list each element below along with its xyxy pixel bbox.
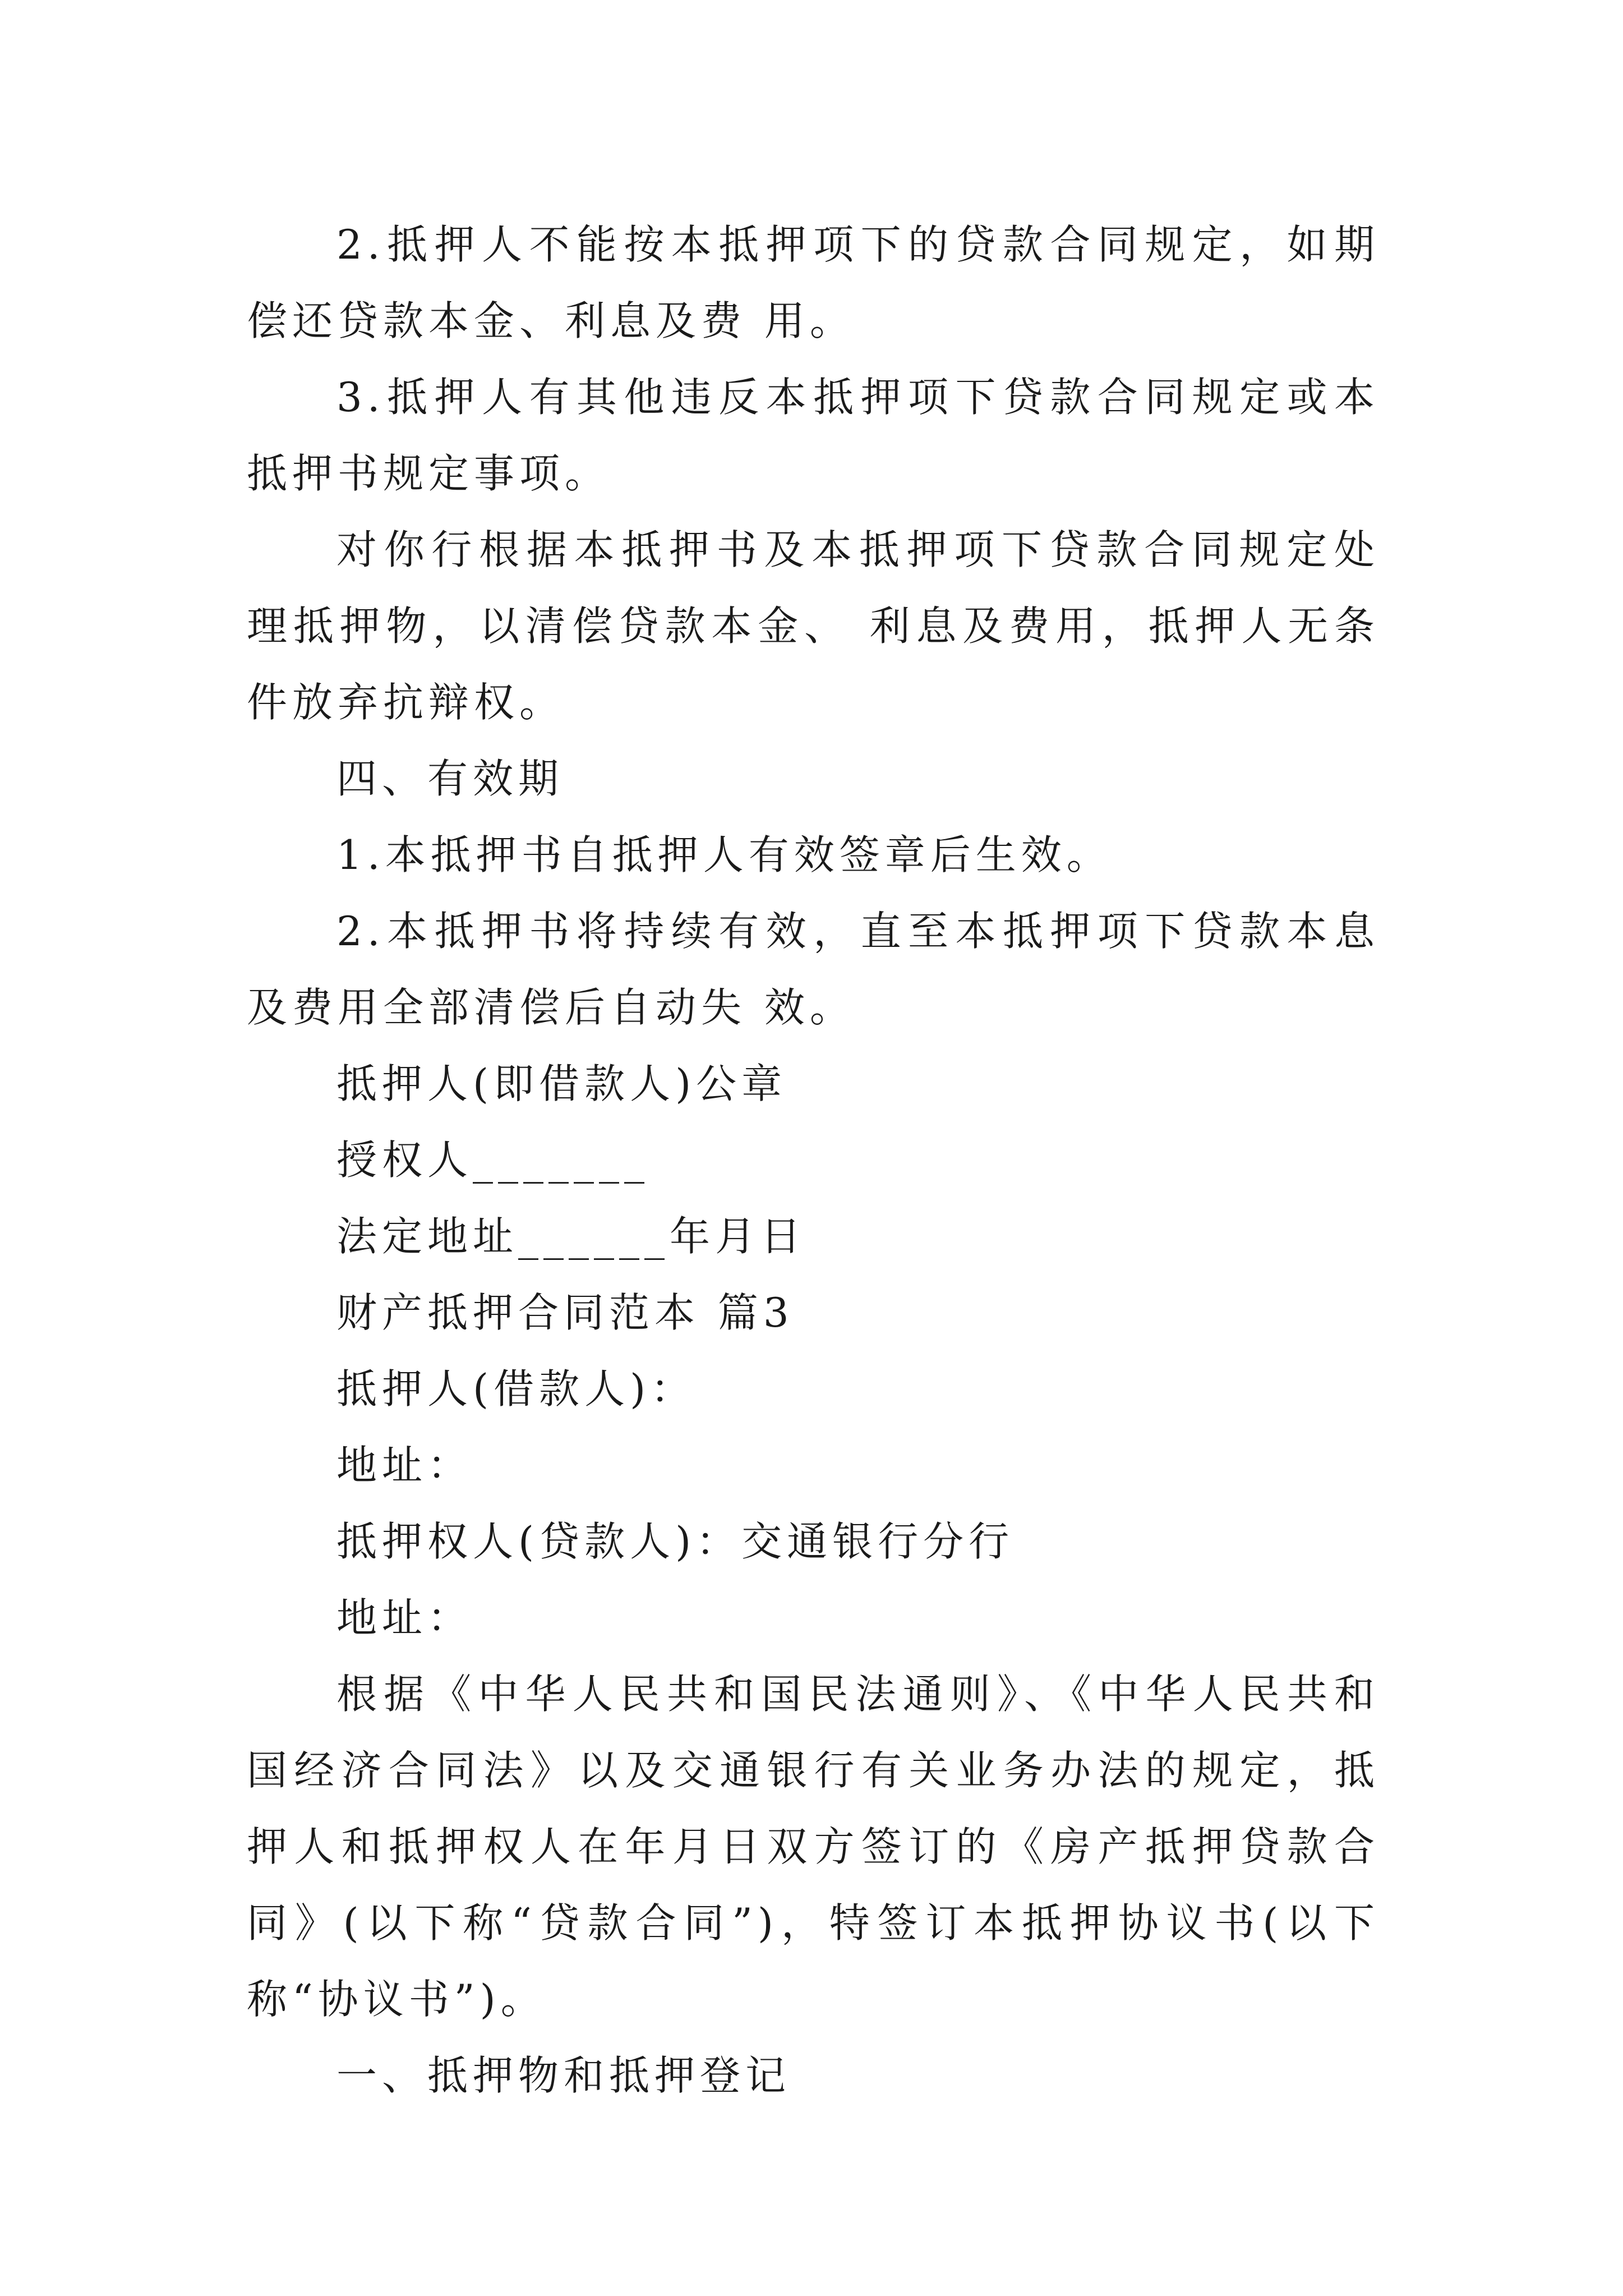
waiver-of-defense-paragraph: 对你行根据本抵押书及本抵押项下贷款合同规定处理抵押物，以清偿贷款本金、 利息及费用，抵押人无条件放弃抗辩权。	[247, 526, 1380, 726]
section-heading-collateral: 一、抵押物和抵押登记	[336, 2052, 791, 2099]
section-heading-validity: 四、有效期	[336, 755, 564, 802]
validity-item-1: 1.本抵押书自抵押人有效签章后生效。	[336, 831, 1112, 878]
clause-2-repayment-default: 2.抵押人不能按本抵押项下的贷款合同规定，如期偿还贷款本金、利息及费 用。	[247, 221, 1380, 344]
mortgagor-label: 抵押人(借款人)：	[336, 1365, 697, 1412]
mortgagee-address-label: 地址：	[336, 1594, 473, 1641]
legal-basis-paragraph: 根据《中华人民共和国民法通则》、《中华人民共和国经济合同法》以及交通银行有关业务办法的规定，抵押人和抵押权人在年月日双方签订的《房产抵押贷款合同》(以下称“贷款合同”)，特签订本抵押协议书(以下称“协议书”)。	[247, 1671, 1380, 2023]
mortgagee-label: 抵押权人(贷款人)：交通银行分行	[336, 1518, 1015, 1565]
clause-3-other-violations: 3.抵押人有其他违反本抵押项下贷款合同规定或本抵押书规定事项。	[247, 374, 1380, 497]
template-3-title: 财产抵押合同范本 篇3	[336, 1289, 794, 1336]
document-body	[247, 206, 1380, 2114]
legal-address-date-line: 法定地址______年月日	[336, 1213, 806, 1260]
validity-item-2: 2.本抵押书将持续有效，直至本抵押项下贷款本息及费用全部清偿后自动失 效。	[247, 908, 1380, 1031]
mortgagor-seal-line: 抵押人(即借款人)公章	[336, 1060, 787, 1107]
mortgagor-address-label: 地址：	[336, 1442, 473, 1489]
authorized-person-line: 授权人_______	[336, 1137, 650, 1184]
